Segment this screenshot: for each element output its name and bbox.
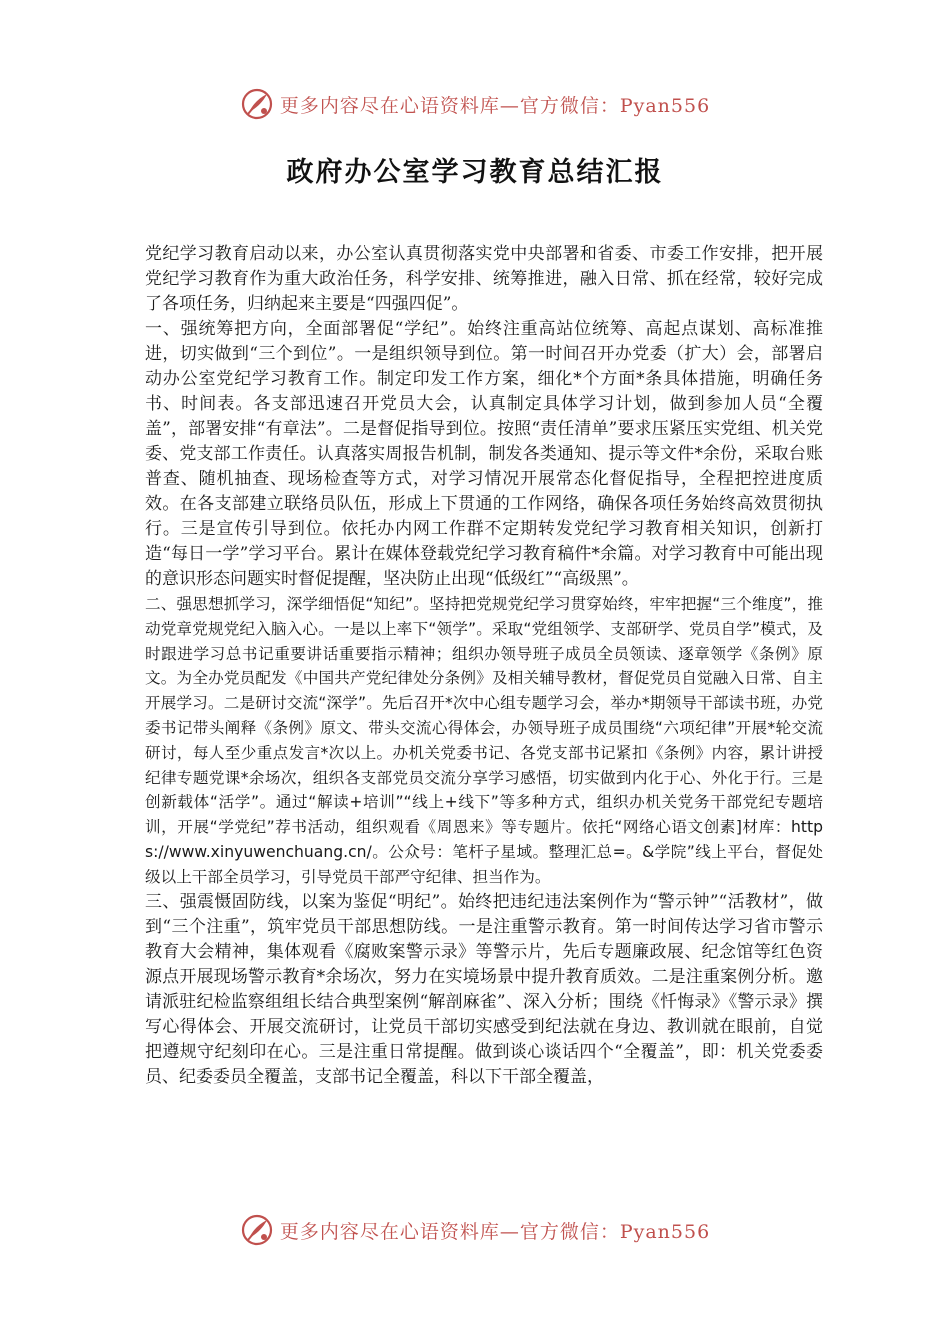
- footer-banner-text: 更多内容尽在心语资料库—官方微信：Pyan556: [279, 1220, 711, 1243]
- quill-logo-icon: [240, 1213, 274, 1247]
- quill-logo-icon: [240, 87, 274, 121]
- section-one-paragraph: 一、强统筹把方向，全面部署促“学纪”。始终注重高站位统筹、高起点谋划、高标准推进，切实做到“三个到位”。一是组织领导到位。第一时间召开办党委（扩大）会，部署启动办公室党纪学习教育工作。制定印发工作方案，细化*个方面*条具体措施，明确任务书、时间表。各支部迅速召开党员大会，认真制定具体学习计划，做到参加人员“全覆盖”，部署安排“有章法”。二是督促指导到位。按照“责任清单”要求压紧压实党组、机关党委、党支部工作责任。认真落实周报告机制，制发各类通知、提示等文件*余份，采取台账普查、随机抽查、现场检查等方式，对学习情况开展常态化督促指导，全程把控进度质效。在各支部建立联络员队伍，形成上下贯通的工作网络，确保各项任务始终高效贯彻执行。三是宣传引导到位。依托办内网工作群不定期转发党纪学习教育相关知识，创新打造“每日一学”学习平台。累计在媒体登载党纪学习教育稿件*余篇。对学习教育中可能出现的意识形态问题实时督促提醒，坚决防止出现“低级红”“高级黑”。: [145, 319, 823, 589]
- section-three-paragraph: 三、强震慑固防线，以案为鉴促“明纪”。始终把违纪违法案例作为“警示钟”“活教材”，做到“三个注重”，筑牢党员干部思想防线。一是注重警示教育。第一时间传达学习省市警示教育大会精神，集体观看《腐败案警示录》等警示片，先后专题廉政展、纪念馆等红色资源点开展现场警示教育*余场次，努力在实境场景中提升教育质效。二是注重案例分析。邀请派驻纪检监察组组长结合典型案例“解剖麻雀”、深入分析；围绕《忏悔录》《警示录》撰写心得体会、开展交流研讨，让党员干部切实感受到纪法就在身边、教训就在眼前，自觉把遵规守纪刻印在心。三是注重日常提醒。做到谈心谈话四个“全覆盖”，即：机关党委委员、纪委委员全覆盖，支部书记全覆盖，科以下干部全覆盖，: [145, 891, 823, 1087]
- footer-banner: [0, 1210, 950, 1250]
- intro-paragraph: 党纪学习教育启动以来，办公室认真贯彻落实党中央部署和省委、市委工作安排，把开展党纪学习教育作为重大政治任务，科学安排、统筹推进，融入日常、抓在经常，较好完成了各项任务，归纳起来主要是“四强四促”。: [145, 244, 823, 314]
- header-banner: [0, 84, 950, 124]
- section-two-paragraph: 二、强思想抓学习，深学细悟促“知纪”。坚持把党规党纪学习贯穿始终，牢牢把握“三个维度”，推动党章党规党纪入脑入心。一是以上率下“领学”。采取“党组领学、支部研学、党员自学”模式，及时跟进学习总书记重要讲话重要指示精神；组织办领导班子成员全员领读、逐章领学《条例》原文。为全办党员配发《中国共产党纪律处分条例》及相关辅导教材，督促党员自觉融入日常、自主开展学习。二是研讨交流“深学”。先后召开*次中心组专题学习会，举办*期领导干部读书班，办党委书记带头阐释《条例》原文、带头交流心得体会，办领导班子成员围绕“六项纪律”开展*轮交流研讨，每人至少重点发言*次以上。办机关党委书记、各党支部书记紧扣《条例》内容，累计讲授纪律专题党课*余场次，组织各支部党员交流分享学习感悟，切实做到内化于心、外化于行。三是创新载体“活学”。通过“解读+培训”“线上+线下”等多种方式，组织办机关党务干部党纪专题培训，开展“学党纪”荐书活动，组织观看《周恩来》等专题片。依托“网络心语文创素]材库：https://www.xinyuwenchuang.cn/。公众号：笔杆子星域。整理汇总=。&学院”线上平台，督促处级以上干部全员学习，引导党员干部严守纪律、担当作为。: [145, 595, 823, 886]
- header-banner-text: 更多内容尽在心语资料库—官方微信：Pyan556: [279, 94, 711, 117]
- page-title: 政府办公室学习教育总结汇报: [286, 157, 664, 188]
- document-body: [145, 242, 823, 1197]
